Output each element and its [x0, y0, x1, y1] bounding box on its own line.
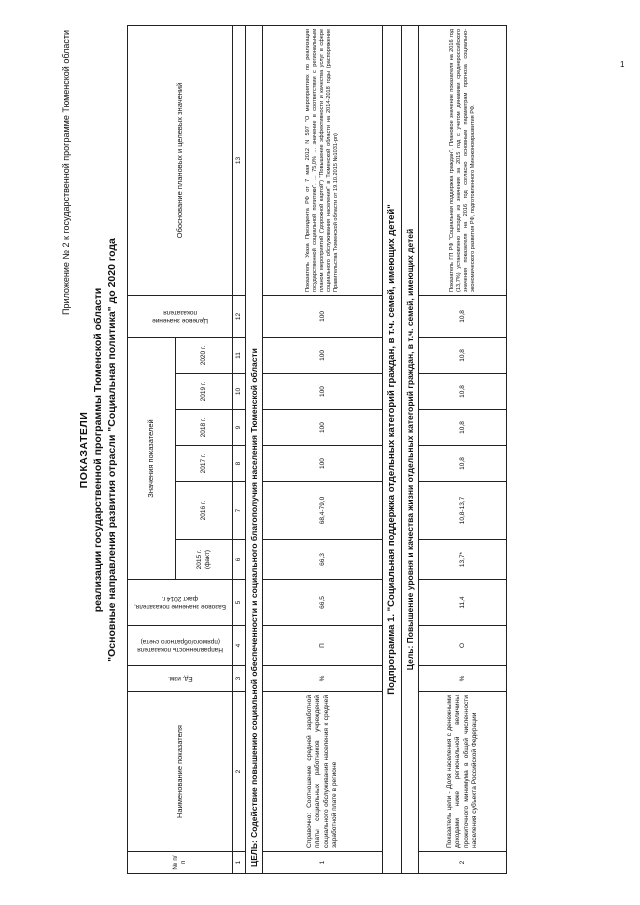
goal-row — [402, 25, 419, 873]
col-header-base: Базовое значение показателя, факт 2014 г. — [128, 580, 233, 626]
rotated-page-content — [55, 10, 615, 890]
indicator-unit: % — [263, 666, 383, 692]
indicators-table — [127, 25, 507, 874]
document-title: ПОКАЗАТЕЛИ — [78, 411, 90, 489]
value-2015: 13,7* — [419, 540, 507, 580]
col-number: 3 — [233, 666, 246, 692]
col-header-2020: 2020 г. — [176, 337, 233, 373]
column-number-row — [233, 25, 246, 873]
value-2016: 68,4-79,0 — [263, 482, 383, 540]
target-value: 100 — [263, 295, 383, 337]
header-row-1 — [128, 25, 176, 873]
appendix-note: Приложение № 2 к государственной программе Тюменской области — [61, 30, 71, 315]
col-header-target: Целевое значение показателя — [128, 295, 233, 337]
col-number: 10 — [233, 374, 246, 410]
value-2019: 100 — [263, 374, 383, 410]
col-number: 12 — [233, 295, 246, 337]
indicator-direction: О — [419, 626, 507, 666]
col-number: 11 — [233, 337, 246, 373]
page-number: 1 — [620, 60, 625, 69]
col-number: 13 — [233, 25, 246, 295]
goal-1-text: ЦЕЛЬ: Содействие повышению социальной обеспеченности и социального благополучия населения Тюменской области — [246, 25, 263, 873]
col-header-unit: Ед. изм. — [128, 666, 233, 692]
col-header-values-group: Значения показателей — [128, 337, 176, 579]
document-header — [77, 10, 119, 890]
value-2017: 10,8 — [419, 446, 507, 482]
col-number: 4 — [233, 626, 246, 666]
col-number: 5 — [233, 580, 246, 626]
value-2016: 10,8-13,7 — [419, 482, 507, 540]
value-2018: 10,8 — [419, 410, 507, 446]
value-2017: 100 — [263, 446, 383, 482]
col-number: 1 — [233, 852, 246, 874]
col-number: 7 — [233, 482, 246, 540]
document-subtitle: реализации государственной программы Тюменской области — [92, 287, 104, 613]
indicator-name: Показатель цели - Доля населения с денежными доходами ниже региональной величины прожиточного минимума в общей численности населения субъекта Российской Федерации — [419, 692, 507, 852]
value-2020: 100 — [263, 337, 383, 373]
indicator-unit: % — [419, 666, 507, 692]
col-header-2016: 2016 г. — [176, 482, 233, 540]
col-header-justification: Обоснование плановых и целевых значений — [128, 25, 233, 295]
row-num: 2 — [419, 852, 507, 874]
col-number: 6 — [233, 540, 246, 580]
value-2019: 10,8 — [419, 374, 507, 410]
justification-text: Показатель ГП РФ "Социальная поддержка граждан". Плановое значение показателя на 2016 год (13,7%) установлено исходя из значения за 2015 год с учетом динамики среднероссийского значения показателя на 2016 год согласно основным параметрам прогноза социально-экономического развития РФ, подготовленного Минэкономразвития РФ. — [419, 25, 507, 295]
subprogram-row — [383, 25, 402, 873]
col-header-2017: 2017 г. — [176, 446, 233, 482]
col-header-name: Наименование показателя — [128, 692, 233, 852]
document-subtitle-2: "Основные направления развития отрасли "Социальная политика" до 2020 года — [106, 238, 118, 662]
row-num: 1 — [263, 852, 383, 874]
value-2018: 100 — [263, 410, 383, 446]
col-header-2018: 2018 г. — [176, 410, 233, 446]
indicator-name: Справочно: Соотношение средней заработной платы социальных работников учреждений социального обслуживания населения к средней заработной плате в регионе — [263, 692, 383, 852]
indicator-base: 66,5 — [263, 580, 383, 626]
col-number: 2 — [233, 692, 246, 852]
goal-2-text: Цель: Повышение уровня и качества жизни отдельных категорий граждан, в т.ч. семей, имеющих детей — [402, 25, 419, 873]
goal-row — [246, 25, 263, 873]
col-number: 9 — [233, 410, 246, 446]
target-value: 10,8 — [419, 295, 507, 337]
col-number: 8 — [233, 446, 246, 482]
subprogram-1-title: Подпрограмма 1. "Социальная поддержка отдельных категорий граждан, в т.ч. семей, имеющих детей" — [383, 25, 402, 873]
table-row — [419, 25, 507, 873]
justification-text: Показатель Указа Президента РФ от 7 мая 2012 N 597 "О мероприятиях по реализации государственной социальной политики". ... 75,0% ... значение в соответствии с региональным планом мероприятий ("дорожной картой") "Повышение эффективности и качества услуг в сфере социального обслуживания населения" в Тюменской области на 2014-2018 годы (распоряжение Правительства Тюменской области от 19.10.2015 №1031-рп) — [263, 25, 383, 295]
value-2015: 66,3 — [263, 540, 383, 580]
col-header-direction: Направленность показателя (прямого/обратного счета) — [128, 626, 233, 666]
col-header-2019: 2019 г. — [176, 374, 233, 410]
value-2020: 10,8 — [419, 337, 507, 373]
indicator-direction: П — [263, 626, 383, 666]
col-header-2015: 2015 г. (факт) — [176, 540, 233, 580]
table-row — [263, 25, 383, 873]
indicator-base: 11,4 — [419, 580, 507, 626]
col-header-num: № п/п — [128, 852, 233, 874]
